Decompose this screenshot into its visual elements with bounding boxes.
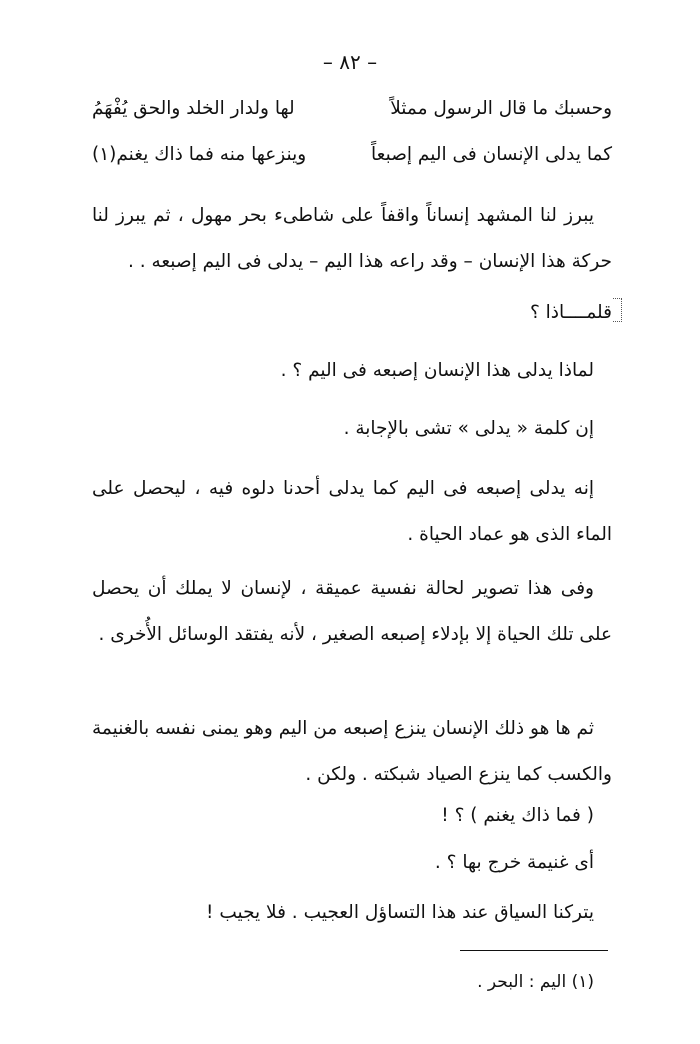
verse-line-1-first-hemistich: وحسبك ما قال الرسول ممثلاً bbox=[390, 98, 612, 119]
footnote-divider bbox=[460, 950, 608, 951]
paragraph-2: قلمــــاذا ؟ bbox=[529, 302, 612, 323]
paragraph-6: وفى هذا تصوير لحالة نفسية عميقة ، لإنسان لا يملك أن يحصل على تلك الحياة إلا بإدلاء إصبعه الصغير ، لأنه يفتقد الوسائل الأُخرى . bbox=[92, 578, 612, 645]
page-number: – ٨٢ – bbox=[322, 50, 378, 74]
paragraph-3: لماذا يدلى هذا الإنسان إصبعه فى اليم ؟ . bbox=[280, 360, 594, 381]
paragraph-7: ثم ها هو ذلك الإنسان ينزع إصبعه من اليم وهو يمنى نفسه بالغنيمة والكسب كما ينزع الصياد شبكته . ولكن . bbox=[92, 718, 612, 785]
paragraph-4: إن كلمة « يدلى » تشى بالإجابة . bbox=[343, 418, 594, 439]
verse-line-2-first-hemistich: كما يدلى الإنسان فى اليم إصبعاً bbox=[371, 144, 612, 165]
paragraph-8: ( فما ذاك يغنم ) ؟ ! bbox=[441, 805, 594, 826]
paragraph-10: يتركنا السياق عند هذا التساؤل العجيب . فلا يجيب ! bbox=[206, 902, 594, 923]
footnote: (١) اليم : البحر . bbox=[477, 972, 594, 992]
paragraph-9: أى غنيمة خرج بها ؟ . bbox=[434, 852, 594, 873]
verse-line-2 bbox=[92, 144, 612, 165]
margin-bracket-mark bbox=[613, 298, 622, 322]
verse-line-1-second-hemistich: لها ولدار الخلد والحق يُفْهَمُ bbox=[92, 98, 295, 119]
verse-line-2-second-hemistich: وينزعها منه فما ذاك يغنم(١) bbox=[92, 144, 307, 165]
paragraph-1: يبرز لنا المشهد إنساناً واقفاً على شاطىء بحر مهول ، ثم يبرز لنا حركة هذا الإنسان – وقد راعه هذا اليم – يدلى فى اليم إصبعه . . bbox=[92, 205, 612, 272]
verse-line-1 bbox=[92, 98, 612, 119]
paragraph-5: إنه يدلى إصبعه فى اليم كما يدلى أحدنا دلوه فيه ، ليحصل على الماء الذى هو عماد الحياة . bbox=[92, 478, 612, 545]
